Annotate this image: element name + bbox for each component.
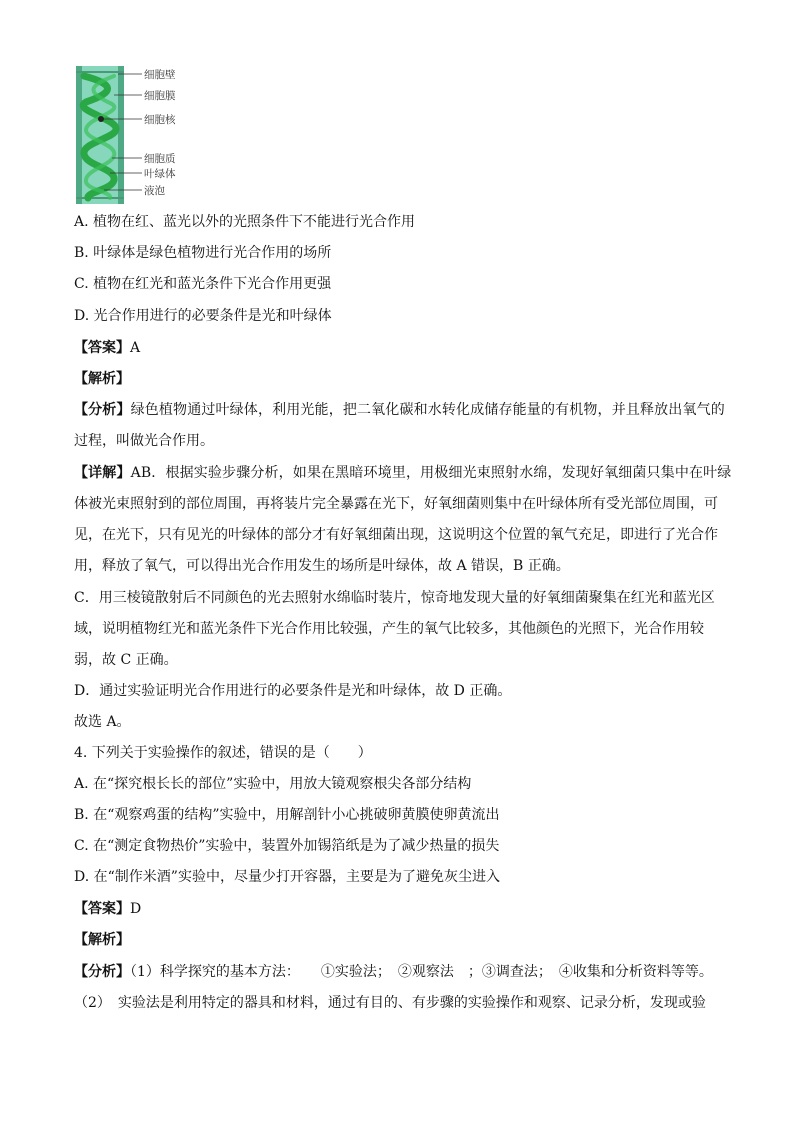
answer-tag: 【答案】 — [74, 901, 130, 917]
cell-wall-right — [118, 66, 124, 204]
cell-body — [76, 66, 124, 204]
q3-detail-line2: 体被光束照射到的部位周围，再将装片完全暴露在光下，好氧细菌则集中在叶绿体所有受光部位周围，可 — [74, 496, 718, 512]
q4-stem: 4. 下列关于实验操作的叙述，错误的是（ ） — [74, 745, 372, 761]
q4-answer — [74, 899, 141, 919]
label-cytoplasm: 细胞质 — [144, 153, 176, 165]
q4-fenxi-line2: （2） 实验法是利用特定的器具和材料，通过有目的、有步骤的实验操作和观察、记录分析，发现或验 — [74, 995, 706, 1011]
q3-detail-line1 — [74, 463, 731, 483]
label-vacuole: 液泡 — [144, 185, 165, 197]
detail-text: AB．根据实验步骤分析，如果在黑暗环境里，用极细光束照射水绵，发现好氧细菌只集中在叶绿 — [130, 465, 732, 481]
cell-nucleus — [98, 116, 104, 122]
q3-analysis-tag — [74, 369, 130, 389]
spirogyra-cell-diagram — [74, 62, 214, 207]
q4-fenxi-line1 — [74, 962, 713, 982]
q3-c-line2: 域，说明植物红光和蓝光条件下光合作用比较强，产生的氧气比较多，其他颜色的光照下，光合作用较 — [74, 621, 704, 637]
q3-detail-line3: 见，在光下，只有见光的叶绿体的部分才有好氧细菌出现，这说明这个位置的氧气充足，即进行了光合作 — [74, 527, 718, 543]
q3-option-b: B. 叶绿体是绿色植物进行光合作用的场所 — [74, 245, 332, 261]
q3-c-line3: 弱，故 C 正确。 — [74, 652, 178, 668]
q3-fenxi-line1 — [74, 400, 725, 420]
q3-fenxi-line2: 过程，叫做光合作用。 — [74, 433, 214, 449]
q3-answer — [74, 338, 140, 358]
q3-choose: 故选 A。 — [74, 714, 131, 730]
q3-option-a: A. 植物在红、蓝光以外的光照条件下不能进行光合作用 — [74, 214, 416, 230]
analysis-tag: 【解析】 — [74, 371, 130, 387]
q4-option-b: B. 在“观察鸡蛋的结构”实验中，用解剖针小心挑破卵黄膜使卵黄流出 — [74, 807, 500, 823]
q3-detail-line4: 用，释放了氧气，可以得出光合作用发生的场所是叶绿体，故 A 错误，B 正确。 — [74, 558, 570, 574]
fenxi-text: （1）科学探究的基本方法： ①实验法； ②观察法 ；③调查法； ④收集和分析资料等等。 — [130, 964, 713, 980]
fenxi-text: 绿色植物通过叶绿体，利用光能，把二氧化碳和水转化成储存能量的有机物，并且释放出氧气的 — [130, 402, 725, 418]
label-cell-wall: 细胞壁 — [144, 69, 176, 81]
fenxi-tag: 【分析】 — [74, 964, 130, 980]
q4-option-d: D. 在“制作米酒”实验中，尽量少打开容器，主要是为了避免灰尘进入 — [74, 869, 500, 885]
answer-value: D — [130, 901, 142, 917]
q4-option-a: A. 在“探究根长长的部位”实验中，用放大镜观察根尖各部分结构 — [74, 776, 472, 792]
detail-tag: 【详解】 — [74, 465, 131, 481]
label-nucleus: 细胞核 — [144, 114, 176, 126]
answer-value: A — [130, 340, 141, 356]
analysis-tag: 【解析】 — [74, 932, 130, 948]
q4-analysis-tag — [74, 930, 130, 950]
label-cell-membrane: 细胞膜 — [144, 90, 176, 102]
q4-option-c: C. 在“测定食物热价”实验中，装置外加锡箔纸是为了减少热量的损失 — [74, 838, 500, 854]
cell-wall-left — [76, 66, 82, 204]
label-chloroplast: 叶绿体 — [144, 168, 176, 180]
answer-tag: 【答案】 — [74, 340, 130, 356]
q3-option-d: D. 光合作用进行的必要条件是光和叶绿体 — [74, 308, 332, 324]
fenxi-tag: 【分析】 — [74, 402, 131, 418]
q3-d-line: D．通过实验证明光合作用进行的必要条件是光和叶绿体，故 D 正确。 — [74, 683, 512, 699]
q3-c-line1: C．用三棱镜散射后不同颜色的光去照射水绵临时装片，惊奇地发现大量的好氧细菌聚集在红光和蓝光区 — [74, 590, 715, 606]
q3-option-c: C. 植物在红光和蓝光条件下光合作用更强 — [74, 276, 332, 292]
